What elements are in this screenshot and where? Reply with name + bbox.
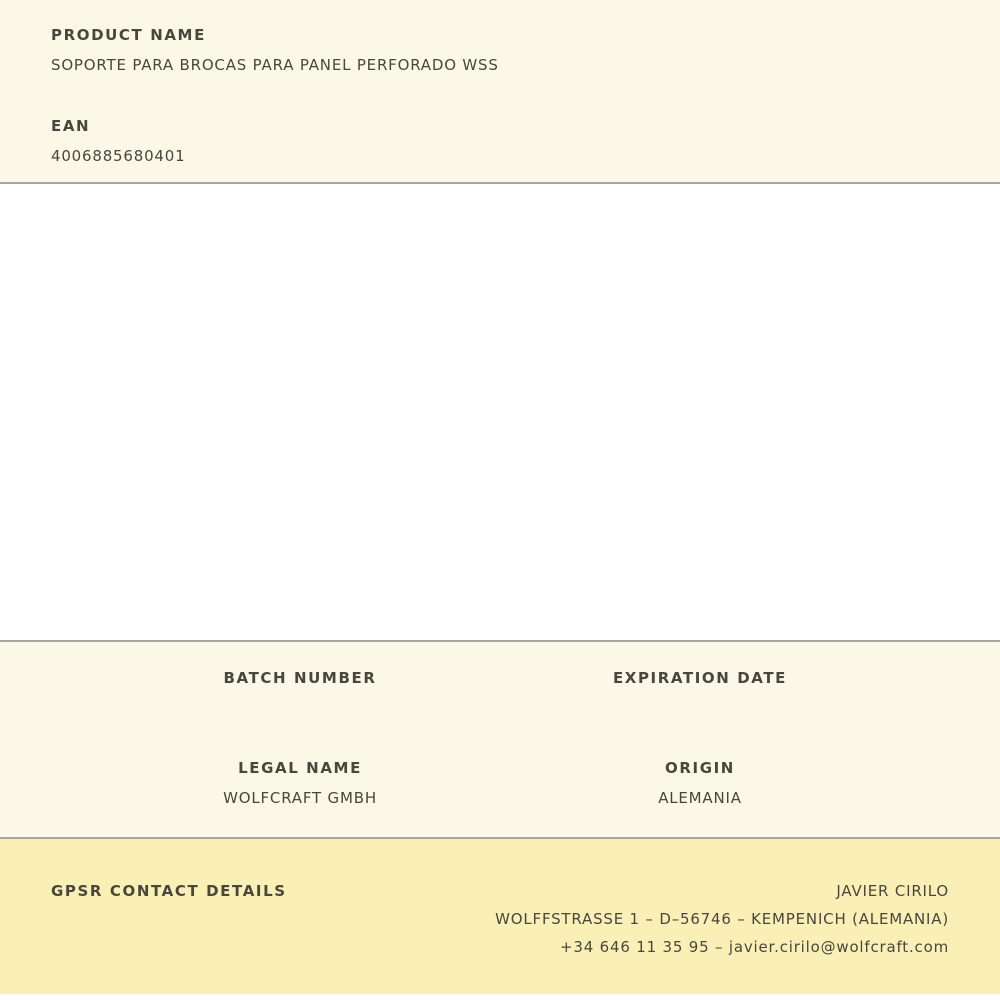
origin-value: ALEMANIA <box>658 789 742 807</box>
batch-number-cell <box>100 670 500 717</box>
ean-value: 4006885680401 <box>51 147 186 165</box>
legal-name-cell <box>100 760 500 807</box>
expiration-date-value <box>500 700 900 717</box>
origin-label: ORIGIN <box>665 759 735 777</box>
product-name-label: PRODUCT NAME <box>51 26 206 44</box>
gpsr-contact-phone-email: +34 646 11 35 95 – javier.cirilo@wolfcraft.com <box>560 938 949 956</box>
gpsr-contact-section <box>0 839 1000 994</box>
ean-label: EAN <box>51 117 91 135</box>
batch-number-label: BATCH NUMBER <box>223 669 377 687</box>
legal-name-value: WOLFCRAFT GMBH <box>223 789 377 807</box>
legal-name-label: LEGAL NAME <box>238 759 362 777</box>
product-name-field <box>51 27 949 74</box>
origin-cell <box>500 760 900 807</box>
product-image-placeholder <box>0 184 1000 642</box>
ean-field <box>51 118 949 165</box>
product-name-value: SOPORTE PARA BROCAS PARA PANEL PERFORADO WSS <box>51 56 499 74</box>
expiration-date-cell <box>500 670 900 717</box>
gpsr-contact-lines <box>495 877 949 961</box>
expiration-date-label: EXPIRATION DATE <box>612 669 788 687</box>
gpsr-contact-address: WOLFFSTRASSE 1 – D–56746 – KEMPENICH (ALEMANIA) <box>495 910 949 928</box>
product-header-section <box>0 0 1000 184</box>
gpsr-contact-name: JAVIER CIRILO <box>836 882 949 900</box>
details-grid <box>100 670 900 807</box>
product-details-section <box>0 642 1000 839</box>
batch-number-value <box>100 700 500 717</box>
gpsr-contact-heading: GPSR CONTACT DETAILS <box>51 882 287 900</box>
